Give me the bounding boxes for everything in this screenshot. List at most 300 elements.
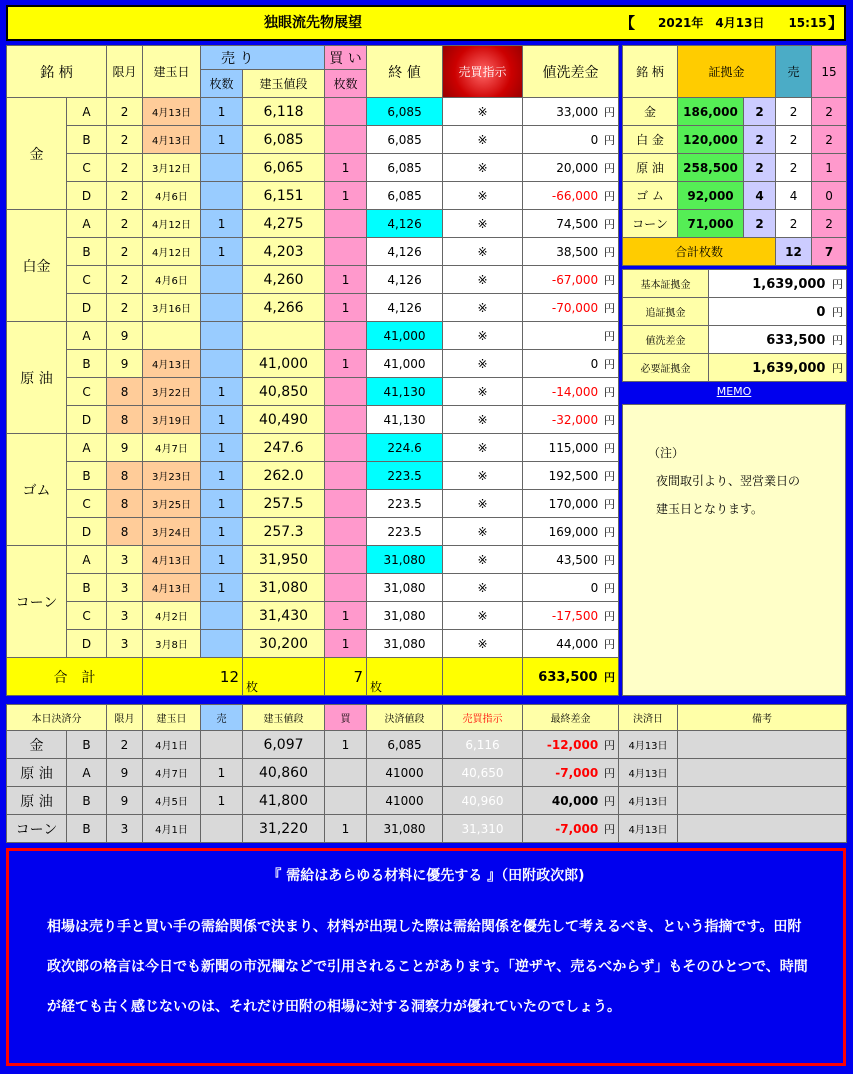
- row-buy-qty: [325, 406, 367, 434]
- settle-instruction: 40,960: [443, 787, 523, 815]
- row-price: 6,085: [243, 126, 325, 154]
- row-month: 3: [107, 630, 143, 658]
- settle-header-open-date: 建玉日: [143, 705, 201, 731]
- row-code: C: [67, 266, 107, 294]
- bracket-close: 】: [828, 14, 844, 32]
- row-open-date: 3月23日: [143, 462, 201, 490]
- row-code: A: [67, 98, 107, 126]
- settle-header-title: 本日決済分: [7, 705, 107, 731]
- summary-label: 値洗差金: [623, 326, 709, 354]
- row-instruction: ※: [443, 518, 523, 546]
- row-amount: [523, 350, 619, 378]
- row-sell-qty: [201, 602, 243, 630]
- row-instruction: ※: [443, 602, 523, 630]
- row-amount-value: 0: [590, 132, 599, 147]
- margin-row-sell: 4: [776, 182, 812, 210]
- margin-row-count: 2: [744, 98, 776, 126]
- row-amount-value: 20,000: [556, 160, 599, 175]
- group-name: 金: [7, 98, 67, 210]
- row-close: 223.5: [367, 518, 443, 546]
- row-sell-qty: 1: [201, 210, 243, 238]
- settle-open-date: 4月5日: [143, 787, 201, 815]
- settle-amount: [523, 759, 619, 787]
- row-amount: [523, 294, 619, 322]
- position-row: [7, 266, 619, 294]
- row-code: D: [67, 518, 107, 546]
- row-code: D: [67, 294, 107, 322]
- row-price: 262.0: [243, 462, 325, 490]
- side-total-sell: 12: [776, 238, 812, 266]
- row-amount: [523, 266, 619, 294]
- row-instruction: ※: [443, 266, 523, 294]
- summary-value-unit: 円: [832, 333, 843, 347]
- settle-note: [678, 731, 847, 759]
- row-month: 2: [107, 294, 143, 322]
- row-sell-qty: 1: [201, 546, 243, 574]
- row-close: 6,085: [367, 154, 443, 182]
- settle-name: 金: [7, 731, 67, 759]
- row-sell-qty: 1: [201, 126, 243, 154]
- row-code: D: [67, 630, 107, 658]
- settle-amount-unit: 円: [604, 822, 615, 836]
- settle-buy: [325, 787, 367, 815]
- settle-open-date: 4月1日: [143, 815, 201, 843]
- row-code: C: [67, 602, 107, 630]
- row-amount-value: 0: [590, 580, 599, 595]
- row-amount-value: -67,000: [551, 272, 599, 287]
- total-buy-unit: 枚: [367, 658, 443, 696]
- settlement-row: [7, 731, 847, 759]
- margin-row-count: 2: [744, 154, 776, 182]
- summary-row: [623, 270, 847, 298]
- settle-amount-unit: 円: [604, 738, 615, 752]
- row-instruction: ※: [443, 126, 523, 154]
- settle-settle-price: 41000: [367, 759, 443, 787]
- row-close: 4,126: [367, 210, 443, 238]
- row-buy-qty: [325, 378, 367, 406]
- row-open-date: 4月6日: [143, 182, 201, 210]
- settle-price: 40,860: [243, 759, 325, 787]
- header-sell: 売 り: [201, 46, 325, 70]
- margin-row-name: 白 金: [623, 126, 678, 154]
- row-price: 6,118: [243, 98, 325, 126]
- row-amount-value: 0: [590, 356, 599, 371]
- margin-row-value: 71,000: [678, 210, 744, 238]
- settle-sell: 1: [201, 787, 243, 815]
- position-row: [7, 630, 619, 658]
- margin-row: [623, 98, 847, 126]
- row-price: 257.3: [243, 518, 325, 546]
- row-code: D: [67, 182, 107, 210]
- row-amount-unit: 円: [604, 413, 616, 427]
- row-amount-unit: 円: [604, 581, 616, 595]
- side-header-symbol: 銘 柄: [623, 46, 678, 98]
- settle-date: 4月13日: [619, 787, 678, 815]
- settle-instruction: 40,650: [443, 759, 523, 787]
- row-buy-qty: [325, 546, 367, 574]
- row-amount-value: -70,000: [551, 300, 599, 315]
- settlement-row: [7, 759, 847, 787]
- row-open-date: 4月13日: [143, 546, 201, 574]
- row-month: 9: [107, 322, 143, 350]
- row-buy-qty: [325, 126, 367, 154]
- row-instruction: ※: [443, 98, 523, 126]
- row-open-date: [143, 322, 201, 350]
- row-code: B: [67, 574, 107, 602]
- instruction-header-button[interactable]: 売買指示: [443, 46, 523, 98]
- row-open-date: 4月13日: [143, 126, 201, 154]
- row-sell-qty: 1: [201, 462, 243, 490]
- row-open-date: 4月12日: [143, 210, 201, 238]
- row-amount: [523, 462, 619, 490]
- settle-name: 原 油: [7, 787, 67, 815]
- row-code: B: [67, 350, 107, 378]
- margin-row-buy: 2: [812, 126, 847, 154]
- position-row: [7, 406, 619, 434]
- row-buy-qty: [325, 238, 367, 266]
- settle-code: B: [67, 731, 107, 759]
- row-buy-qty: [325, 98, 367, 126]
- summary-label: 必要証拠金: [623, 354, 709, 382]
- bracket-open: 【: [620, 14, 636, 32]
- row-amount-value: 33,000: [556, 104, 599, 119]
- header-diff: 値洗差金: [523, 46, 619, 98]
- total-spacer: [443, 658, 523, 696]
- row-amount-unit: 円: [604, 441, 616, 455]
- header-sell-qty: 枚数: [201, 70, 243, 98]
- row-sell-qty: [201, 294, 243, 322]
- row-close: 224.6: [367, 434, 443, 462]
- settle-header-instruction: 売買指示: [443, 705, 523, 731]
- row-price: 4,266: [243, 294, 325, 322]
- summary-value-text: 1,639,000: [752, 276, 826, 292]
- row-sell-qty: 1: [201, 378, 243, 406]
- memo-link[interactable]: MEMO: [622, 382, 846, 402]
- position-row: [7, 518, 619, 546]
- summary-label: 追証拠金: [623, 298, 709, 326]
- row-close: 4,126: [367, 294, 443, 322]
- settle-header-sell: 売: [201, 705, 243, 731]
- row-code: A: [67, 546, 107, 574]
- row-open-date: 4月2日: [143, 602, 201, 630]
- row-amount: [523, 182, 619, 210]
- row-close: 31,080: [367, 574, 443, 602]
- row-amount-unit: 円: [604, 525, 616, 539]
- settle-name: コーン: [7, 815, 67, 843]
- row-sell-qty: [201, 350, 243, 378]
- row-close: 31,080: [367, 546, 443, 574]
- position-row: [7, 154, 619, 182]
- total-amount-value: 633,500: [538, 669, 598, 685]
- row-amount-unit: 円: [604, 609, 616, 623]
- row-sell-qty: 1: [201, 98, 243, 126]
- row-month: 2: [107, 266, 143, 294]
- settle-amount-value: -12,000: [546, 737, 599, 752]
- summary-row: [623, 298, 847, 326]
- summary-row: [623, 326, 847, 354]
- settle-price: 31,220: [243, 815, 325, 843]
- margin-row: [623, 210, 847, 238]
- settle-settle-price: 41000: [367, 787, 443, 815]
- row-month: 8: [107, 406, 143, 434]
- settle-open-date: 4月7日: [143, 759, 201, 787]
- margin-table: [622, 45, 847, 266]
- row-amount-unit: 円: [604, 469, 616, 483]
- position-row: [7, 546, 619, 574]
- row-instruction: ※: [443, 350, 523, 378]
- settle-instruction: 31,310: [443, 815, 523, 843]
- row-amount-value: 192,500: [548, 468, 599, 483]
- row-price: 257.5: [243, 490, 325, 518]
- row-code: B: [67, 238, 107, 266]
- row-price: 41,000: [243, 350, 325, 378]
- row-buy-qty: 1: [325, 602, 367, 630]
- row-buy-qty: [325, 518, 367, 546]
- summary-value: [709, 354, 847, 382]
- row-buy-qty: [325, 462, 367, 490]
- row-amount-value: 74,500: [556, 216, 599, 231]
- quote-body: 相場は売り手と買い手の需給関係で決まり、材料が出現した際は需給関係を優先して考えるべき、という指摘です。田附政次郎の格言は今日でも新聞の市況欄などで引用されることがあります。「逆ザヤ、売るべからず」もそのひとつで、時間が経ても古く感じないのは、それだけ田附の相場に対する洞察力が優れていたのでしょう。: [47, 919, 808, 1015]
- row-amount: [523, 378, 619, 406]
- side-total-label: 合計枚数: [623, 238, 776, 266]
- settle-settle-price: 6,085: [367, 731, 443, 759]
- row-instruction: ※: [443, 378, 523, 406]
- group-name: ゴム: [7, 434, 67, 546]
- row-sell-qty: 1: [201, 434, 243, 462]
- row-month: 2: [107, 238, 143, 266]
- position-row: [7, 462, 619, 490]
- row-code: C: [67, 490, 107, 518]
- settle-instruction: 6,116: [443, 731, 523, 759]
- row-price: 40,490: [243, 406, 325, 434]
- row-amount-unit: 円: [604, 133, 616, 147]
- header-buy-qty: 枚数: [325, 70, 367, 98]
- row-instruction: ※: [443, 294, 523, 322]
- row-code: A: [67, 434, 107, 462]
- summary-value: [709, 326, 847, 354]
- summary-value: [709, 298, 847, 326]
- total-sell-qty: 12: [143, 658, 243, 696]
- settlement-row: [7, 815, 847, 843]
- settle-amount-value: 40,000: [551, 793, 599, 808]
- row-price: 31,950: [243, 546, 325, 574]
- row-instruction: ※: [443, 574, 523, 602]
- settle-amount: [523, 731, 619, 759]
- header-banner: [6, 5, 846, 41]
- row-amount-value: -17,500: [551, 608, 599, 623]
- summary-value-unit: 円: [832, 305, 843, 319]
- row-open-date: 4月13日: [143, 350, 201, 378]
- row-sell-qty: 1: [201, 518, 243, 546]
- margin-row: [623, 182, 847, 210]
- row-price: [243, 322, 325, 350]
- settle-price: 41,800: [243, 787, 325, 815]
- summary-value: [709, 270, 847, 298]
- row-month: 8: [107, 462, 143, 490]
- settle-sell: [201, 815, 243, 843]
- row-amount-value: -32,000: [551, 412, 599, 427]
- margin-row-buy: 1: [812, 154, 847, 182]
- settle-header-final: 最終差金: [523, 705, 619, 731]
- position-row: [7, 238, 619, 266]
- row-price: 6,065: [243, 154, 325, 182]
- row-open-date: 3月22日: [143, 378, 201, 406]
- row-month: 8: [107, 518, 143, 546]
- header-limit: 限月: [107, 46, 143, 98]
- settle-header-note: 備考: [678, 705, 847, 731]
- group-name: 白金: [7, 210, 67, 322]
- settle-header-settle-price: 決済値段: [367, 705, 443, 731]
- row-close: 6,085: [367, 98, 443, 126]
- row-amount-unit: 円: [604, 245, 616, 259]
- row-amount: [523, 574, 619, 602]
- row-close: 41,130: [367, 406, 443, 434]
- row-close: 6,085: [367, 182, 443, 210]
- margin-row-value: 120,000: [678, 126, 744, 154]
- row-month: 2: [107, 154, 143, 182]
- margin-row: [623, 154, 847, 182]
- row-open-date: 3月16日: [143, 294, 201, 322]
- settle-date: 4月13日: [619, 759, 678, 787]
- row-amount-unit: 円: [604, 301, 616, 315]
- margin-row-name: ゴ ム: [623, 182, 678, 210]
- margin-row-buy: 0: [812, 182, 847, 210]
- settle-amount-unit: 円: [604, 794, 615, 808]
- row-amount-unit: 円: [604, 553, 616, 567]
- summary-value-unit: 円: [832, 361, 843, 375]
- row-amount-unit: 円: [604, 497, 616, 511]
- margin-row-name: コーン: [623, 210, 678, 238]
- summary-value-text: 1,639,000: [752, 360, 826, 376]
- row-amount: [523, 154, 619, 182]
- margin-row-buy: 2: [812, 210, 847, 238]
- margin-row: [623, 126, 847, 154]
- settle-code: B: [67, 787, 107, 815]
- settle-buy: [325, 759, 367, 787]
- row-code: D: [67, 406, 107, 434]
- row-amount-value: 169,000: [548, 524, 599, 539]
- row-price: 31,080: [243, 574, 325, 602]
- position-row: [7, 126, 619, 154]
- position-row: [7, 378, 619, 406]
- summary-value-text: 0: [816, 304, 826, 320]
- row-price: 4,203: [243, 238, 325, 266]
- memo-line: 夜間取引より、翌営業日の: [656, 474, 801, 488]
- row-amount: [523, 406, 619, 434]
- row-buy-qty: 1: [325, 266, 367, 294]
- row-close: 4,126: [367, 238, 443, 266]
- row-price: 6,151: [243, 182, 325, 210]
- row-amount: [523, 98, 619, 126]
- row-amount-value: 43,500: [556, 552, 599, 567]
- margin-row-count: 4: [744, 182, 776, 210]
- row-amount-value: 44,000: [556, 636, 599, 651]
- group-name: 原 油: [7, 322, 67, 434]
- row-code: A: [67, 322, 107, 350]
- row-close: 4,126: [367, 266, 443, 294]
- header-open-date: 建玉日: [143, 46, 201, 98]
- side-header-count: 15: [812, 46, 847, 98]
- settlement-row: [7, 787, 847, 815]
- margin-row-sell: 2: [776, 154, 812, 182]
- row-instruction: ※: [443, 238, 523, 266]
- header-date: 2021年 4月13日 15:15: [658, 16, 827, 30]
- quote-box: [6, 848, 846, 1066]
- position-row: [7, 182, 619, 210]
- row-price: 31,430: [243, 602, 325, 630]
- row-month: 3: [107, 602, 143, 630]
- memo-line: （注）: [648, 446, 685, 460]
- row-sell-qty: 1: [201, 574, 243, 602]
- settle-month: 9: [107, 787, 143, 815]
- row-price: 4,275: [243, 210, 325, 238]
- margin-row-count: 2: [744, 210, 776, 238]
- position-row: [7, 322, 619, 350]
- position-row: [7, 350, 619, 378]
- row-price: 40,850: [243, 378, 325, 406]
- row-sell-qty: 1: [201, 490, 243, 518]
- row-code: B: [67, 462, 107, 490]
- header-buy: 買 い: [325, 46, 367, 70]
- settle-note: [678, 787, 847, 815]
- row-buy-qty: [325, 434, 367, 462]
- settle-settle-price: 31,080: [367, 815, 443, 843]
- position-row: [7, 434, 619, 462]
- row-amount-unit: 円: [604, 637, 616, 651]
- settle-name: 原 油: [7, 759, 67, 787]
- settle-note: [678, 815, 847, 843]
- side-total-buy: 7: [812, 238, 847, 266]
- total-amount-unit: 円: [604, 670, 616, 684]
- settle-sell: 1: [201, 759, 243, 787]
- row-amount-value: -66,000: [551, 188, 599, 203]
- margin-row-sell: 2: [776, 126, 812, 154]
- row-instruction: ※: [443, 630, 523, 658]
- position-row: [7, 98, 619, 126]
- settle-amount: [523, 787, 619, 815]
- settle-amount-unit: 円: [604, 766, 615, 780]
- margin-row-sell: 2: [776, 98, 812, 126]
- row-amount-unit: 円: [604, 385, 616, 399]
- row-buy-qty: 1: [325, 182, 367, 210]
- settlement-table: [6, 704, 847, 843]
- row-open-date: 3月12日: [143, 154, 201, 182]
- row-amount: [523, 126, 619, 154]
- row-sell-qty: [201, 322, 243, 350]
- memo-line: 建玉日となります。: [656, 502, 764, 516]
- row-open-date: 4月6日: [143, 266, 201, 294]
- settle-month: 3: [107, 815, 143, 843]
- row-amount: [523, 434, 619, 462]
- header-price: 建玉値段: [243, 70, 325, 98]
- position-row: [7, 490, 619, 518]
- row-sell-qty: [201, 154, 243, 182]
- settle-header-price: 建玉値段: [243, 705, 325, 731]
- group-name: コーン: [7, 546, 67, 658]
- header-close: 終 値: [367, 46, 443, 98]
- summary-value-text: 633,500: [766, 332, 826, 348]
- settle-amount-value: -7,000: [555, 821, 599, 836]
- position-row: [7, 210, 619, 238]
- page-title: 独眼流先物展望: [264, 15, 362, 31]
- settle-month: 2: [107, 731, 143, 759]
- row-close: 31,080: [367, 602, 443, 630]
- row-instruction: ※: [443, 182, 523, 210]
- settle-header-buy: 買: [325, 705, 367, 731]
- row-price: 247.6: [243, 434, 325, 462]
- row-open-date: 4月7日: [143, 434, 201, 462]
- row-amount: [523, 238, 619, 266]
